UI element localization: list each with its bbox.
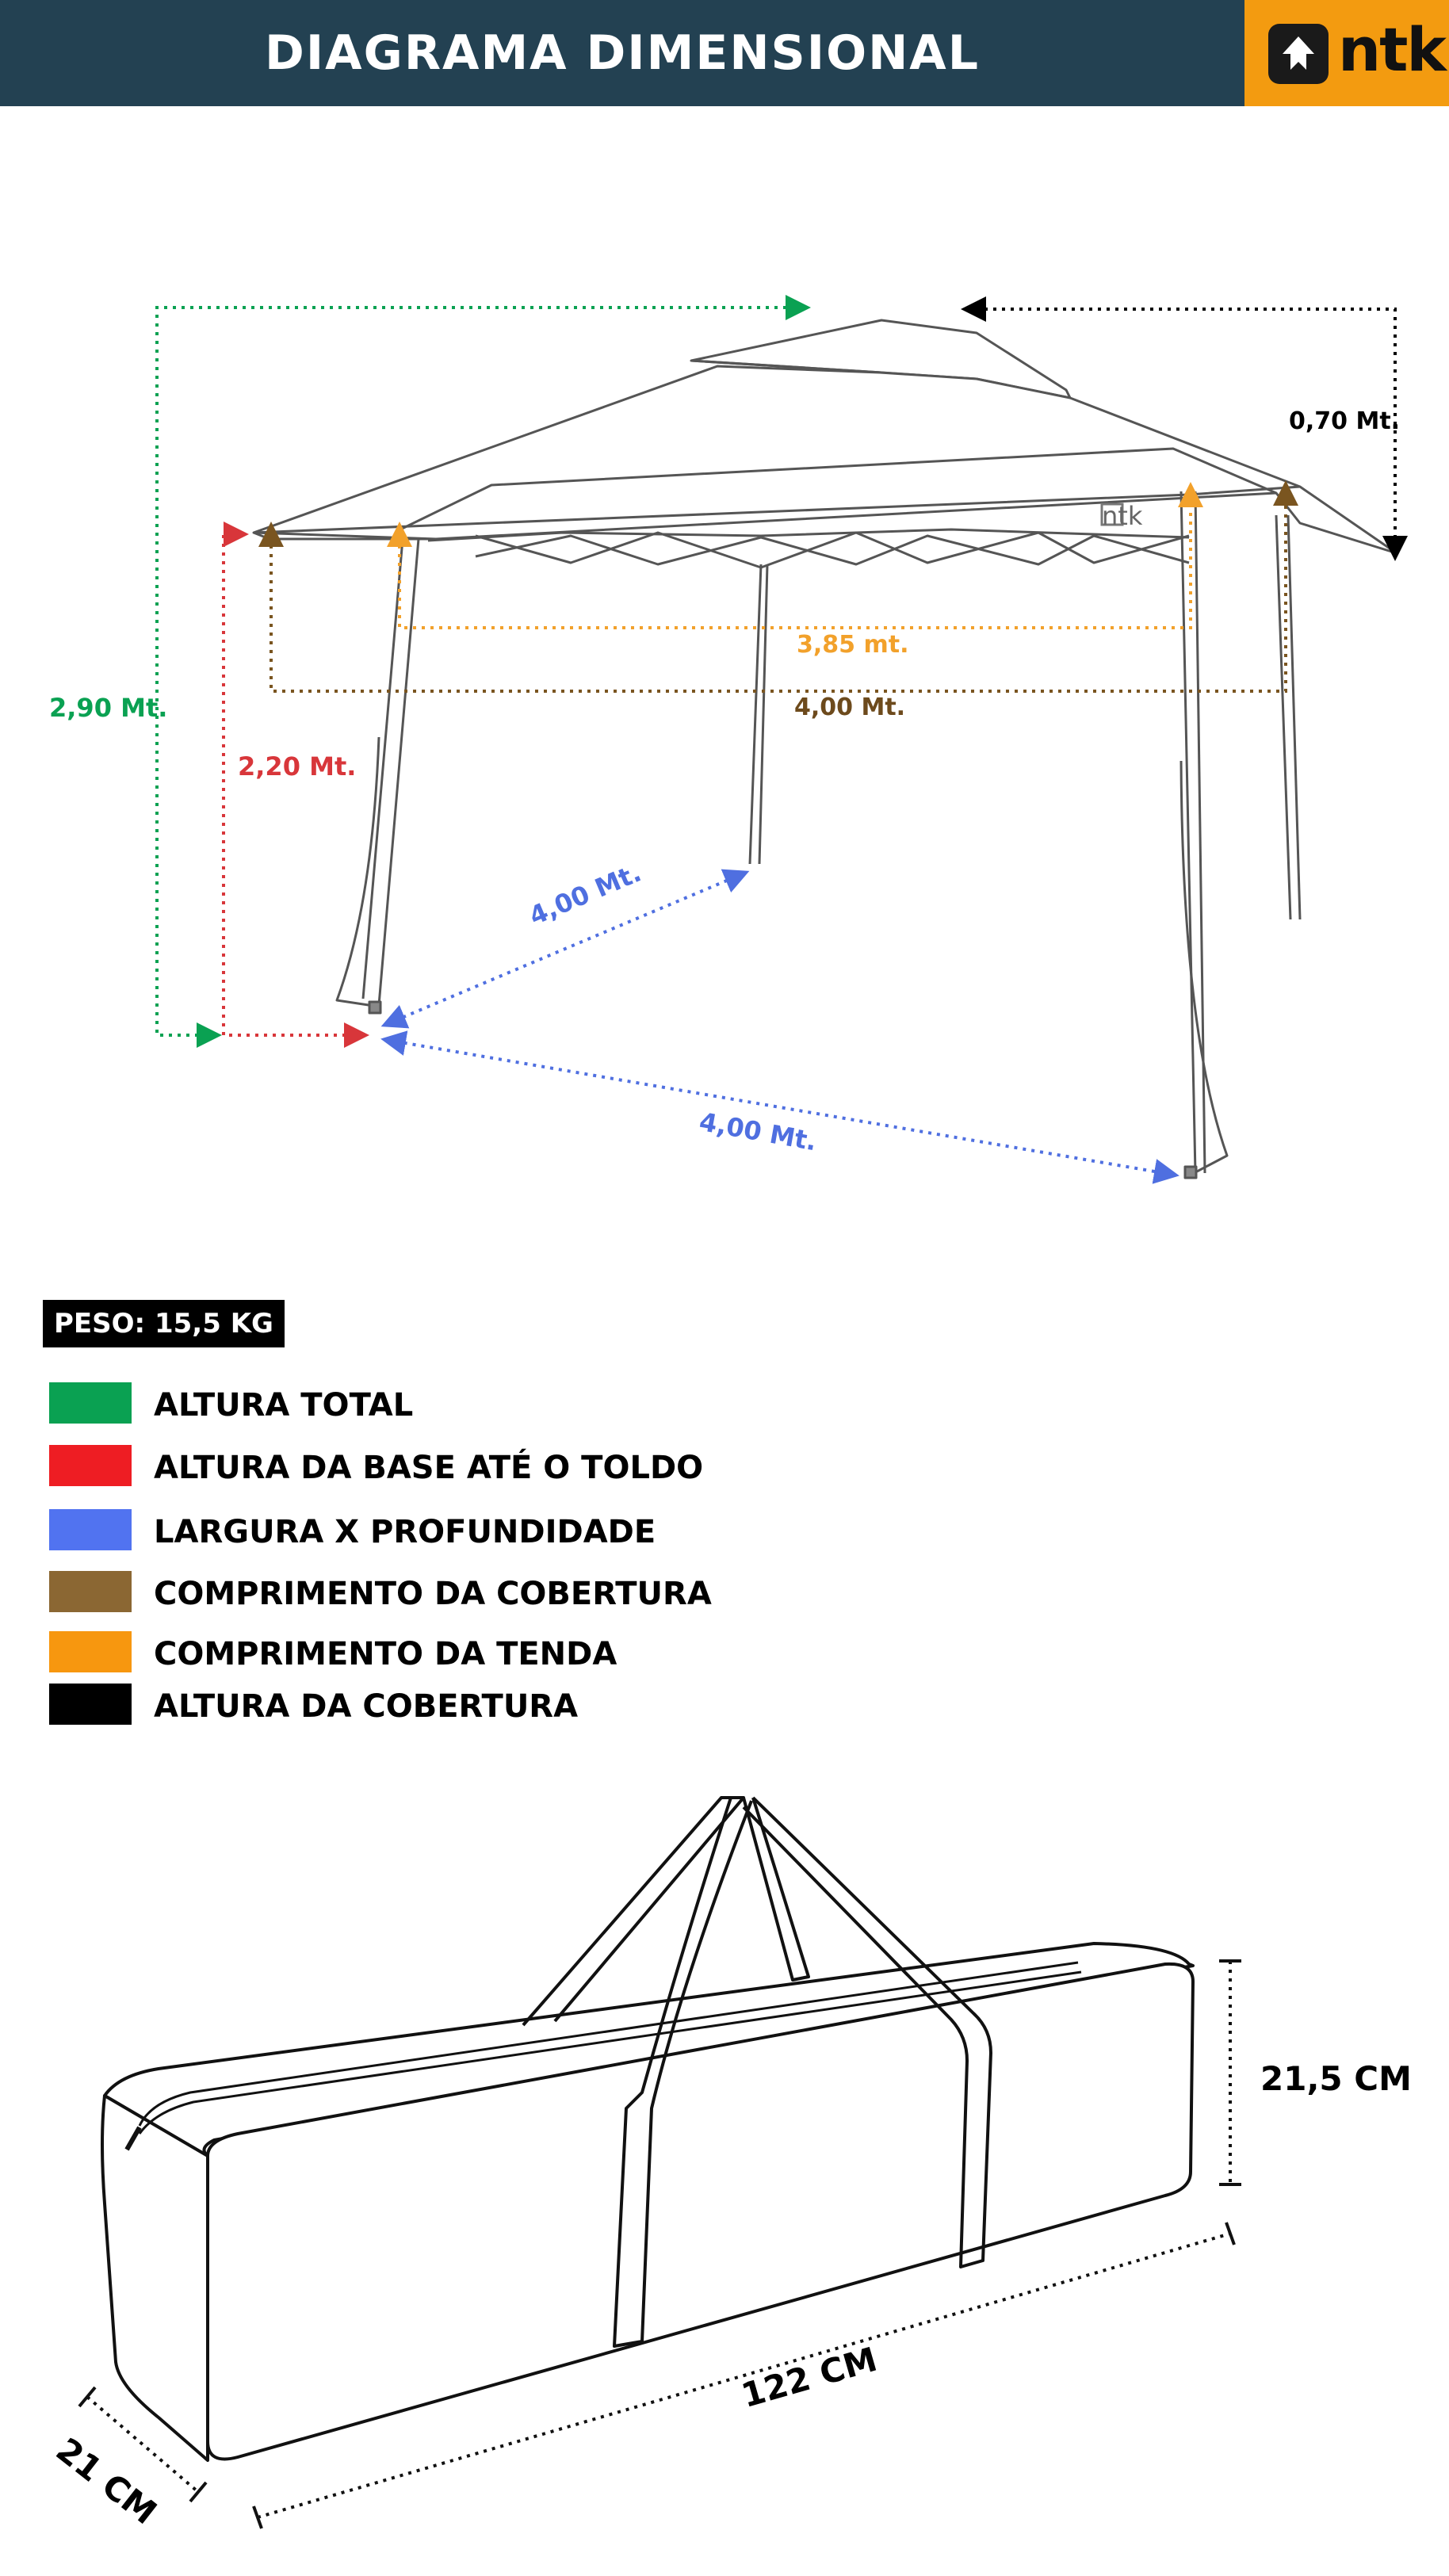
cover-height-label: 0,70 Mt. <box>1289 407 1401 435</box>
total-height-label: 2,90 Mt. <box>49 693 168 723</box>
legend-label: ALTURA TOTAL <box>154 1387 414 1424</box>
bag-height-label: 21,5 CM <box>1260 2059 1412 2098</box>
cover-length-label: 4,00 Mt. <box>794 694 906 721</box>
canopy-logo-text: ntk <box>1102 501 1143 531</box>
legend-swatch <box>49 1684 132 1725</box>
legend-label: ALTURA DA COBERTURA <box>154 1688 579 1725</box>
bag-drawing <box>102 1798 1193 2460</box>
legend-swatch <box>49 1382 132 1424</box>
base-height-label: 2,20 Mt. <box>238 751 357 782</box>
brand-name: ntk <box>1338 14 1445 85</box>
tent-length-label: 3,85 mt. <box>797 631 909 659</box>
base-height-line <box>224 534 363 1035</box>
weight-badge: PESO: 15,5 KG <box>43 1300 285 1347</box>
tent-outline <box>254 320 1397 1178</box>
legend-label: LARGURA X PROFUNDIDADE <box>154 1514 656 1550</box>
width-label: 4,00 Mt. <box>525 857 646 931</box>
bag-depth-label: 21 CM <box>48 2430 164 2532</box>
depth-label: 4,00 Mt. <box>697 1106 820 1157</box>
legend-swatch <box>49 1445 132 1486</box>
bag-length-label: 122 CM <box>737 2339 881 2416</box>
legend-swatch <box>49 1509 132 1550</box>
legend-swatch <box>49 1571 132 1612</box>
legend-swatch <box>49 1631 132 1672</box>
legend-label: COMPRIMENTO DA TENDA <box>154 1636 617 1672</box>
depth-line <box>387 1040 1173 1175</box>
legend-label: COMPRIMENTO DA COBERTURA <box>154 1576 712 1612</box>
legend-label: ALTURA DA BASE ATÉ O TOLDO <box>154 1450 704 1486</box>
page-title: DIAGRAMA DIMENSIONAL <box>265 25 980 81</box>
